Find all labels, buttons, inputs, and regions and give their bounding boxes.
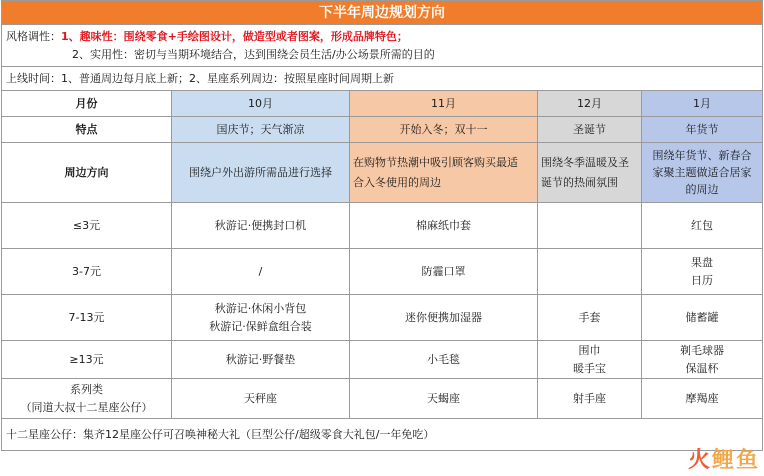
launch-note: 上线时间：1、普通周边每月底上新；2、星座系列周边：按照星座时间周期上新 <box>2 67 763 91</box>
direction-jan <box>642 143 763 203</box>
item-text: 秋游记·保鲜盒组合装 <box>209 319 312 333</box>
features-row <box>2 117 763 143</box>
item-text: 暖手宝 <box>573 361 606 375</box>
table-row <box>2 379 763 419</box>
price-label: 7-13元 <box>2 295 172 341</box>
direction-text: 诞节的热闹氛围 <box>541 175 618 189</box>
item-cell <box>538 203 642 249</box>
item-text: 剃毛球器 <box>680 343 725 357</box>
table-row <box>2 341 763 379</box>
item-cell: 小毛毯 <box>350 341 538 379</box>
table-row <box>2 249 763 295</box>
plan-table <box>1 0 763 451</box>
price-label: ≤3元 <box>2 203 172 249</box>
direction-text: 的周边 <box>685 183 719 196</box>
month-dec: 12月 <box>538 91 642 117</box>
month-header-row <box>2 91 763 117</box>
features-label: 特点 <box>2 117 172 143</box>
item-cell: 天蝎座 <box>350 379 538 419</box>
feature-jan: 年货节 <box>642 117 763 143</box>
item-cell: 棉麻纸巾套 <box>350 203 538 249</box>
month-nov: 11月 <box>350 91 538 117</box>
item-cell <box>538 249 642 295</box>
page-title: 下半年周边规划方向 <box>2 1 763 25</box>
item-text: 围巾 <box>578 343 601 357</box>
item-cell: 秋游记·野餐垫 <box>172 341 350 379</box>
item-cell: 摩羯座 <box>642 379 763 419</box>
item-text: 保温杯 <box>685 361 719 375</box>
direction-text: 合入冬使用的周边 <box>353 175 441 189</box>
item-cell: / <box>172 249 350 295</box>
style-note-label: 风格调性： <box>6 29 61 43</box>
style-note <box>2 25 763 67</box>
item-cell: 秋游记·便携封口机 <box>172 203 350 249</box>
item-text: 日历 <box>691 273 714 287</box>
direction-oct <box>172 143 350 203</box>
item-cell <box>538 341 642 379</box>
item-cell <box>642 249 763 295</box>
series-label <box>2 379 172 419</box>
item-cell: 防霾口罩 <box>350 249 538 295</box>
item-cell <box>172 295 350 341</box>
item-cell: 红包 <box>642 203 763 249</box>
table-row <box>2 203 763 249</box>
direction-text: 围绕户外出游所需品进行选择 <box>189 165 332 179</box>
watermark-logo <box>688 443 760 474</box>
watermark-part1: 火 <box>687 448 712 473</box>
series-label-line: （同道大叔十二星座公仔） <box>20 400 153 414</box>
feature-nov: 开始入冬；双十一 <box>350 117 538 143</box>
item-cell: 天秤座 <box>172 379 350 419</box>
watermark-part2: 鲤鱼 <box>711 448 760 473</box>
table-row <box>2 295 763 341</box>
direction-text: 围绕年货节、新春合 <box>652 149 752 162</box>
month-label: 月份 <box>2 91 172 117</box>
price-label: 3-7元 <box>2 249 172 295</box>
price-label: ≥13元 <box>2 341 172 379</box>
style-note-line2: 2、实用性：密切与当期环境结合，达到围绕会员生活/办公场景所需的目的 <box>72 47 435 61</box>
direction-text: 围绕冬季温暖及圣 <box>541 155 629 169</box>
series-label-line: 系列类 <box>70 382 103 396</box>
direction-label: 周边方向 <box>2 143 172 203</box>
feature-dec: 圣诞节 <box>538 117 642 143</box>
item-text: 果盘 <box>691 255 714 269</box>
item-cell: 迷你便携加湿器 <box>350 295 538 341</box>
item-cell: 手套 <box>538 295 642 341</box>
item-text: 秋游记·休闲小背包 <box>214 301 307 315</box>
direction-dec <box>538 143 642 203</box>
direction-row <box>2 143 763 203</box>
footer-note: 十二星座公仔：集齐12星座公仔可召唤神秘大礼（巨型公仔/超级零食大礼包/一年免吃） <box>2 419 763 451</box>
feature-oct: 国庆节；天气渐凉 <box>172 117 350 143</box>
direction-text: 在购物节热潮中吸引顾客购买最适 <box>353 155 518 169</box>
direction-text: 家聚主题做适合居家 <box>652 166 752 179</box>
style-note-line1: 1、趣味性：围绕零食+手绘图设计，做造型或者图案，形成品牌特色； <box>61 29 408 43</box>
month-jan: 1月 <box>642 91 763 117</box>
item-cell: 射手座 <box>538 379 642 419</box>
item-cell <box>642 341 763 379</box>
month-oct: 10月 <box>172 91 350 117</box>
direction-nov <box>350 143 538 203</box>
item-cell: 储蓄罐 <box>642 295 763 341</box>
